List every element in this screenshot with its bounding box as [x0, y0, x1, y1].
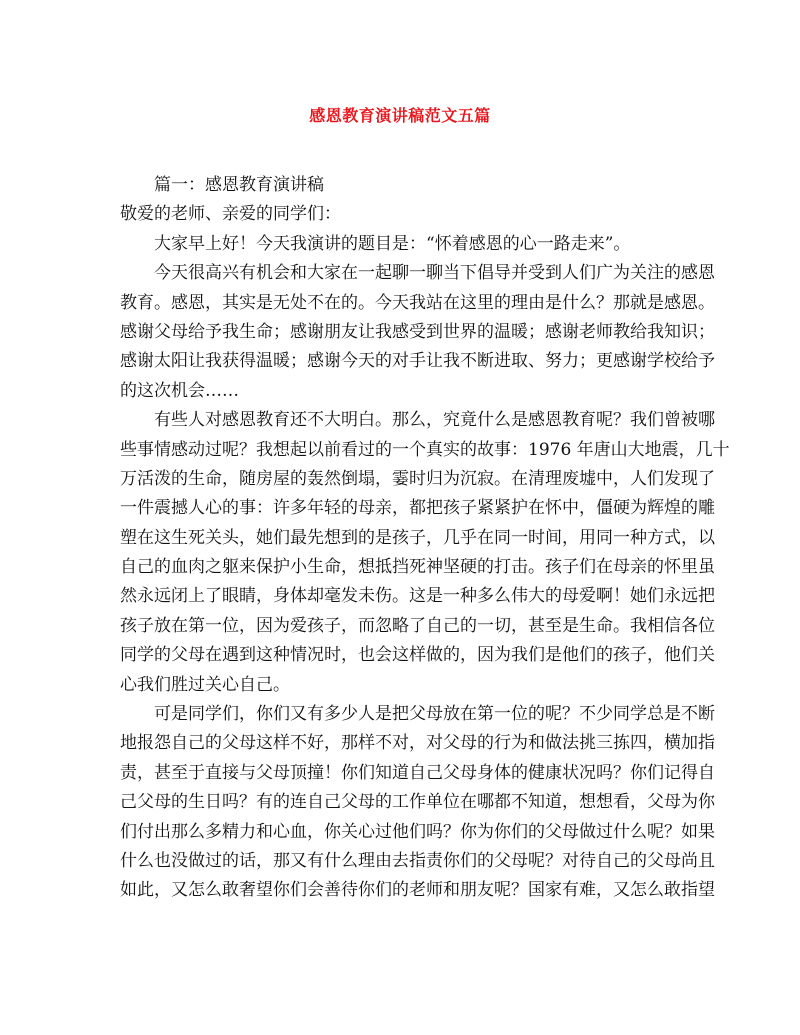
- paragraph-line: 孩子放在第一位，因为爱孩子，而忽略了自己的一切，甚至是生命。我相信各位: [120, 615, 715, 636]
- paragraph-line: 地报怨自己的父母这样不好，那样不对，对父母的行为和做法挑三拣四，横加指: [120, 733, 715, 754]
- paragraph-line: 己父母的生日吗？有的连自己父母的工作单位在哪都不知道，想想看，父母为你: [120, 792, 715, 813]
- paragraph-line: 今天很高兴有机会和大家在一起聊一聊当下倡导并受到人们广为关注的感恩: [154, 263, 715, 284]
- paragraph-line: 万活泼的生命，随房屋的轰然倒塌，霎时归为沉寂。在清理废墟中，人们发现了: [120, 468, 715, 489]
- paragraph-line: 的这次机会……: [120, 380, 239, 401]
- paragraph-line: 塑在这生死关头，她们最先想到的是孩子，几乎在同一时间，用同一种方式，以: [120, 527, 715, 548]
- paragraph-line: 责，甚至于直接与父母顶撞！你们知道自己父母身体的健康状况吗？你们记得自: [120, 762, 715, 783]
- paragraph-line: 可是同学们，你们又有多少人是把父母放在第一位的呢？不少同学总是不断: [154, 704, 715, 725]
- paragraph-line: 教育。感恩，其实是无处不在的。今天我站在这里的理由是什么？那就是感恩。: [120, 292, 715, 313]
- salutation: 敬爱的老师、亲爱的同学们：: [120, 204, 341, 225]
- paragraph-line: 一件震撼人心的事：许多年轻的母亲，都把孩子紧紧护在怀中，僵硬为辉煌的雕: [120, 498, 715, 519]
- document-title: 感恩教育演讲稿范文五篇: [309, 106, 491, 125]
- paragraph-line: 感谢太阳让我获得温暖；感谢今天的对手让我不断进取、努力；更感谢学校给予: [120, 351, 715, 372]
- paragraph-line: 然永远闭上了眼睛，身体却毫发未伤。这是一种多么伟大的母爱啊！她们永远把: [120, 586, 715, 607]
- section-heading: 篇一：感恩教育演讲稿: [154, 175, 324, 195]
- paragraph-line: 心我们胜过关心自己。: [120, 674, 290, 695]
- paragraph-line: 感谢父母给予我生命；感谢朋友让我感受到世界的温暖；感谢老师教给我知识；: [120, 321, 715, 342]
- document-body: [120, 171, 730, 906]
- paragraph-line: 什么也没做过的话，那又有什么理由去指责你们的父母呢？对待自己的父母尚且: [120, 850, 715, 871]
- paragraph-line: 大家早上好！今天我演讲的题目是：“怀着感恩的心一路走来”。: [154, 233, 631, 254]
- paragraph-line: 同学的父母在遇到这种情况时，也会这样做的，因为我们是他们的孩子，他们关: [120, 645, 715, 666]
- paragraph-line: 们付出那么多精力和心血，你关心过他们吗？你为你们的父母做过什么呢？如果: [120, 821, 715, 842]
- paragraph-line: 自己的血肉之躯来保护小生命，想抵挡死神坚硬的打击。孩子们在母亲的怀里虽: [120, 557, 715, 578]
- paragraph-line: 些事情感动过呢？我想起以前看过的一个真实的故事：1976 年唐山大地震，几十: [120, 439, 730, 460]
- paragraph-line: 如此，又怎么敢奢望你们会善待你们的老师和朋友呢？国家有难，又怎么敢指望: [120, 880, 715, 901]
- paragraph-line: 有些人对感恩教育还不大明白。那么，究竟什么是感恩教育呢？我们曾被哪: [154, 410, 715, 431]
